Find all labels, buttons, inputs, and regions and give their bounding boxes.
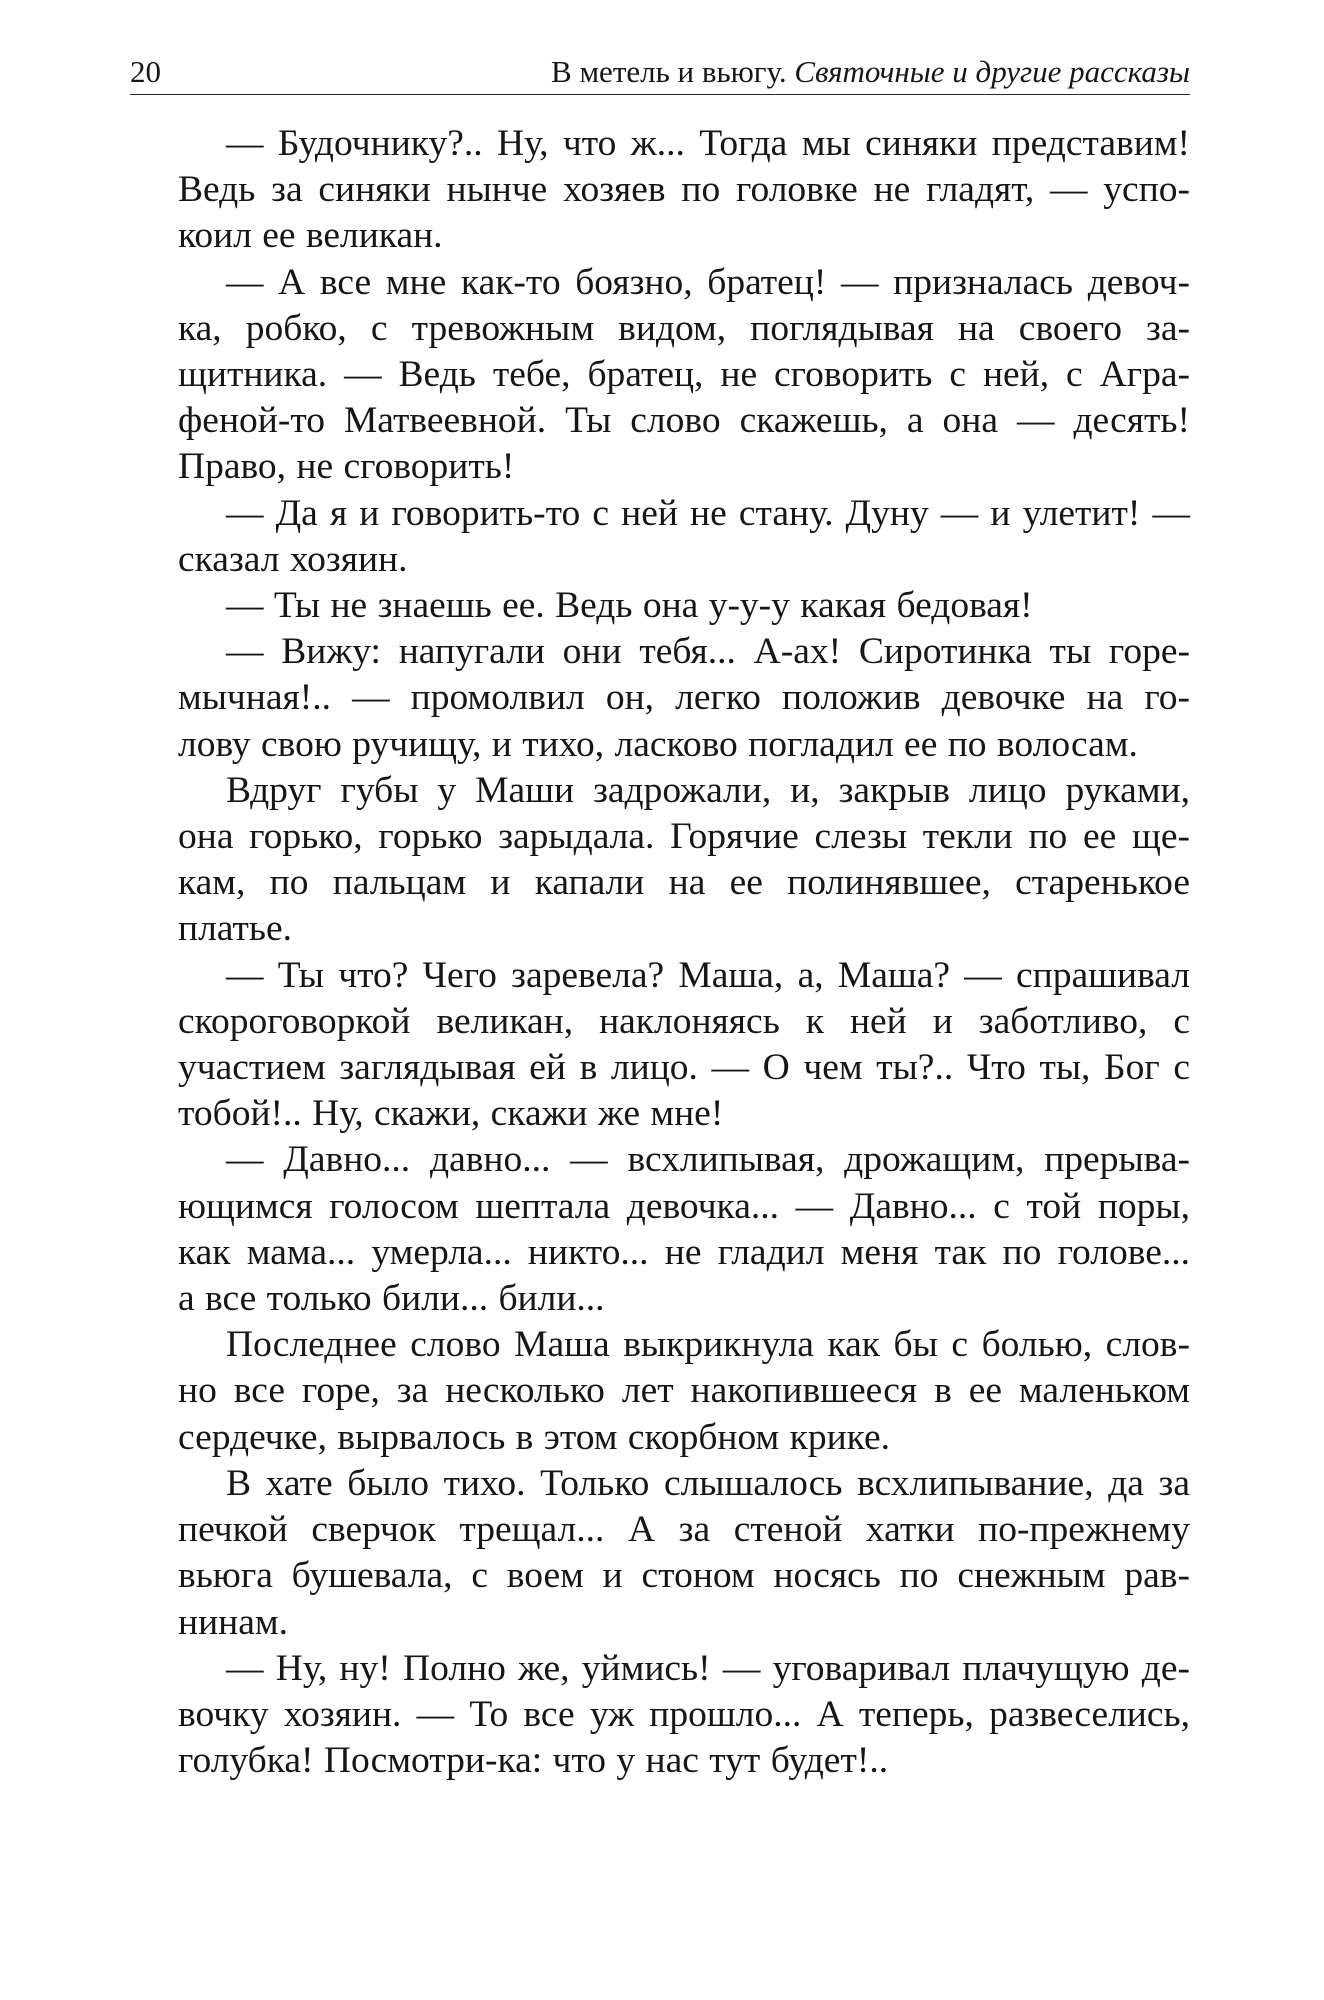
running-title bbox=[551, 50, 1190, 94]
text-line: В хате было тихо. Только слышалось всхлипывание, да за bbox=[226, 1462, 1190, 1504]
text-line: сказал хозяин. bbox=[178, 538, 408, 580]
body-text bbox=[130, 121, 1190, 1784]
book-subtitle: Святочные и другие рассказы bbox=[794, 54, 1190, 89]
text-line: Вдруг губы у Маши задрожали, и, закрыв лицо руками, bbox=[226, 769, 1190, 811]
text-line: — Да я и говорить-то с ней не стану. Дуну — и улетит! — bbox=[226, 492, 1190, 534]
text-line: скороговоркой великан, наклоняясь к ней и заботливо, с bbox=[178, 1000, 1190, 1042]
paragraph bbox=[130, 1646, 1190, 1785]
text-line: а все только били... били... bbox=[178, 1278, 605, 1320]
text-line: феной-то Матвеевной. Ты слово скажешь, а она — десять! bbox=[178, 400, 1190, 442]
paragraph bbox=[130, 1322, 1190, 1461]
text-line: нинам. bbox=[178, 1601, 288, 1643]
page-number: 20 bbox=[130, 54, 161, 89]
text-line: тобой!.. Ну, скажи, скажи же мне! bbox=[178, 1093, 724, 1135]
paragraph bbox=[130, 953, 1190, 1138]
text-line: — Будочнику?.. Ну, что ж... Тогда мы синяки представим! bbox=[226, 123, 1190, 164]
text-line: голубка! Посмотри-ка: что у нас тут будет!.. bbox=[178, 1740, 889, 1782]
text-line: лову свою ручищу, и тихо, ласково погладил ее по волосам. bbox=[178, 723, 1138, 765]
text-line: Ведь за синяки нынче хозяев по головке не гладят, — успо- bbox=[178, 169, 1190, 211]
text-line: Право, не сговорить! bbox=[178, 446, 515, 488]
text-line: — Ну, ну! Полно же, уймись! — уговаривал плачущую де- bbox=[226, 1647, 1190, 1689]
paragraph bbox=[130, 629, 1190, 768]
text-line: платье. bbox=[178, 908, 292, 950]
text-line: — Ты что? Чего заревела? Маша, а, Маша? — спрашивал bbox=[226, 954, 1190, 996]
text-line: печкой сверчок трещал... А за стеной хатки по-прежнему bbox=[178, 1509, 1190, 1551]
text-line: Последнее слово Маша выкрикнула как бы с болью, слов- bbox=[226, 1324, 1190, 1366]
text-line: коил ее великан. bbox=[178, 215, 443, 257]
paragraph bbox=[130, 583, 1190, 629]
paragraph bbox=[130, 1461, 1190, 1646]
text-line: мычная!.. — промолвил он, легко положив девочке на го- bbox=[178, 677, 1190, 719]
text-line: кам, по пальцам и капали на ее полинявшее, старенькое bbox=[178, 862, 1190, 904]
paragraph bbox=[130, 260, 1190, 491]
text-line: ка, робко, с тревожным видом, поглядывая на своего за- bbox=[178, 307, 1190, 349]
text-line: — А все мне как-то боязно, братец! — призналась девоч- bbox=[226, 261, 1190, 303]
paragraph bbox=[130, 121, 1190, 260]
text-line: ющимся голосом шептала девочка... — Давно... с той поры, bbox=[178, 1185, 1190, 1227]
paragraph bbox=[130, 491, 1190, 583]
text-line: но все горе, за несколько лет накопившееся в ее маленьком bbox=[178, 1370, 1190, 1412]
text-line: участием заглядывая ей в лицо. — О чем ты?.. Что ты, Бог с bbox=[178, 1047, 1190, 1089]
text-line: — Ты не знаешь ее. Ведь она у-у-у какая бедовая! bbox=[226, 585, 1033, 627]
text-line: как мама... умерла... никто... не гладил меня так по голове... bbox=[178, 1231, 1190, 1273]
book-page bbox=[130, 50, 1190, 1784]
text-line: она горько, горько зарыдала. Горячие слезы текли по ее ще- bbox=[178, 816, 1190, 858]
text-line: вьюга бушевала, с воем и стоном носясь по снежным рав- bbox=[178, 1555, 1190, 1597]
paragraph bbox=[130, 1137, 1190, 1322]
text-line: вочку хозяин. — То все уж прошло... А теперь, развеселись, bbox=[178, 1693, 1190, 1735]
text-line: — Вижу: напугали они тебя... А-ах! Сиротинка ты горе- bbox=[226, 631, 1190, 673]
paragraph bbox=[130, 768, 1190, 953]
text-line: — Давно... давно... — всхлипывая, дрожащим, прерыва- bbox=[226, 1139, 1190, 1181]
text-line: сердечке, вырвалось в этом скорбном крике. bbox=[178, 1416, 890, 1458]
book-title: В метель и вьюгу. bbox=[551, 54, 787, 89]
running-header bbox=[130, 50, 1190, 95]
text-line: щитника. — Ведь тебе, братец, не сговорить с ней, с Агра- bbox=[178, 354, 1190, 396]
